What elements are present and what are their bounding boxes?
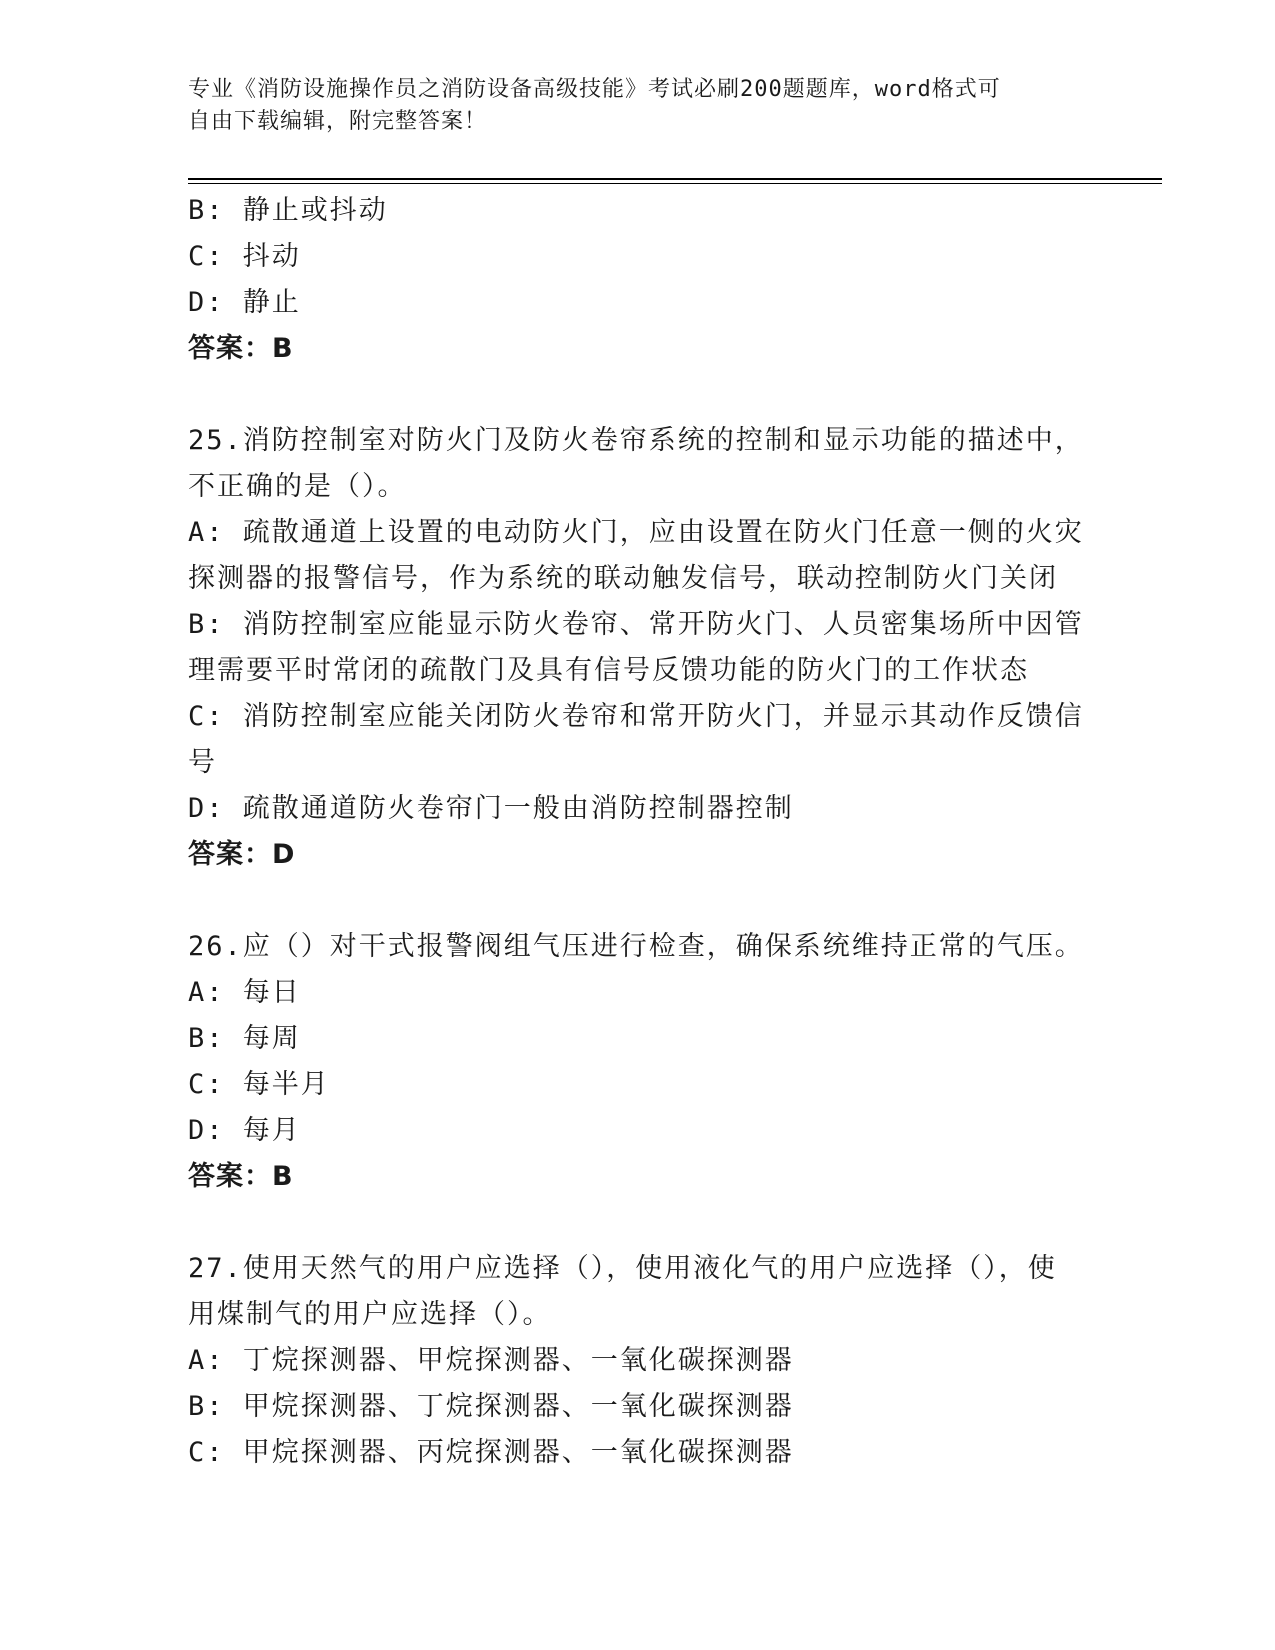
header-rule-thin: [188, 183, 1162, 184]
header-rule-thick: [188, 178, 1162, 180]
question-26: [188, 924, 1088, 1200]
option-c-cont: 号: [188, 747, 217, 778]
spacer: [188, 372, 1088, 418]
option-b: B: 消防控制室应能显示防火卷帘、常开防火门、人员密集场所中因管: [188, 609, 1084, 640]
option-d: D: 每月: [188, 1115, 301, 1146]
header-line-1: 专业《消防设施操作员之消防设备高级技能》考试必刷200题题库，word格式可: [188, 77, 1001, 102]
question-24-tail: [188, 188, 1088, 372]
option-c: C: 每半月: [188, 1069, 330, 1100]
spacer: [188, 1200, 1088, 1246]
option-a-cont: 探测器的报警信号，作为系统的联动触发信号，联动控制防火门关闭: [188, 563, 1058, 594]
option-a: A: 丁烷探测器、甲烷探测器、一氧化碳探测器: [188, 1345, 794, 1376]
option-c: C: 抖动: [188, 241, 301, 272]
question-25: [188, 418, 1088, 878]
answer-label: 答案：B: [188, 1161, 294, 1192]
option-b: B: 甲烷探测器、丁烷探测器、一氧化碳探测器: [188, 1391, 794, 1422]
spacer: [188, 878, 1088, 924]
question-list: [188, 188, 1088, 1476]
header-line-2: 自由下载编辑，附完整答案！: [188, 109, 488, 134]
option-c: C: 甲烷探测器、丙烷探测器、一氧化碳探测器: [188, 1437, 794, 1468]
option-a: A: 疏散通道上设置的电动防火门，应由设置在防火门任意一侧的火灾: [188, 517, 1084, 548]
option-b: B: 静止或抖动: [188, 195, 388, 226]
option-d: D: 疏散通道防火卷帘门一般由消防控制器控制: [188, 793, 794, 824]
option-b: B: 每周: [188, 1023, 301, 1054]
option-a: A: 每日: [188, 977, 301, 1008]
question-27: [188, 1246, 1088, 1476]
question-stem-cont: 用煤制气的用户应选择（）。: [188, 1299, 552, 1330]
option-c: C: 消防控制室应能关闭防火卷帘和常开防火门，并显示其动作反馈信: [188, 701, 1084, 732]
question-stem: 27.使用天然气的用户应选择（），使用液化气的用户应选择（），使: [188, 1253, 1057, 1284]
answer-label: 答案：D: [188, 839, 296, 870]
answer-label: 答案：B: [188, 333, 294, 364]
question-stem: 25.消防控制室对防火门及防火卷帘系统的控制和显示功能的描述中，: [188, 425, 1084, 456]
option-d: D: 静止: [188, 287, 301, 318]
document-header: [188, 74, 1088, 138]
question-stem-cont: 不正确的是（）。: [188, 471, 407, 502]
option-b-cont: 理需要平时常闭的疏散门及具有信号反馈功能的防火门的工作状态: [188, 655, 1029, 686]
question-stem: 26.应（）对干式报警阀组气压进行检查，确保系统维持正常的气压。: [188, 931, 1084, 962]
